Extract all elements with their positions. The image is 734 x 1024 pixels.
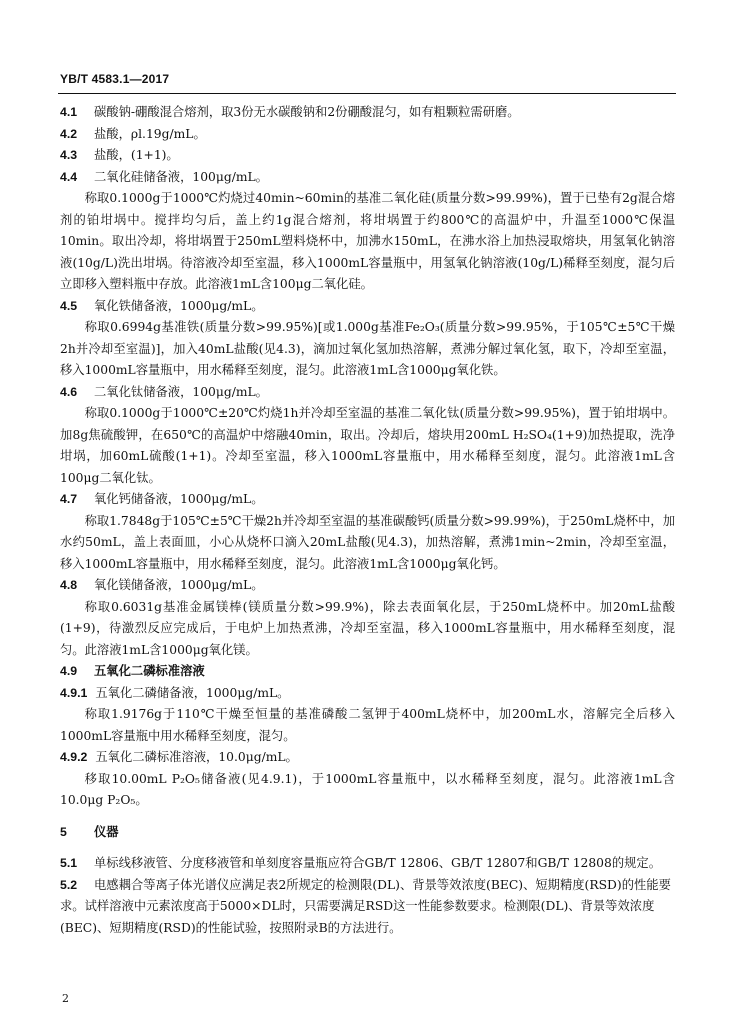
clause-text: 电感耦合等离子体光谱仪应满足表2所规定的检测限(DL)、背景等效浓度(BEC)、短期精度(RSD)的性能要求。试样溶液中元素浓度高于5000×DL时，只需要满足RSD这一性能参数要求。检测限(DL)、背景等效浓度(BEC)、短期精度(RSD)的性能试验，按照附录B的方法进行。 — [60, 877, 671, 935]
clause-heading — [60, 747, 675, 769]
document-body — [60, 102, 675, 939]
clause-heading — [60, 382, 675, 404]
clause-text: 五氧化二磷储备液，1000μg/mL。 — [95, 685, 290, 700]
clause-number: 4.9.2 — [60, 750, 88, 764]
clause-heading — [60, 875, 675, 940]
paragraph: 称取0.1000g于1000℃灼烧过40min~60min的基准二氧化硅(质量分数>99.99%)，置于已垫有2g混合熔剂的铂坩埚中。搅拌均匀后，盖上约1g混合熔剂，将坩埚置于约800℃的高温炉中，升温至1000℃保温10min。取出冷却，将坩埚置于250mL塑料烧杯中，加沸水150mL，在沸水浴上加热浸取熔块，用氢氧化钠溶液(10g/L)洗出坩埚。待溶液冷却至室温，移入1000mL容量瓶中，用氢氧化钠溶液(10g/L)稀释至刻度，混匀后立即移入塑料瓶中存放。此溶液1mL含100μg二氧化硅。 — [60, 191, 675, 291]
clause-number: 5.1 — [60, 856, 78, 870]
clause-number: 4.6 — [60, 384, 78, 399]
clause-heading — [60, 575, 675, 597]
clause-heading — [60, 145, 675, 167]
clause-number: 4.8 — [60, 578, 78, 592]
clause-text: 氧化钙储备液，1000μg/mL。 — [94, 492, 264, 506]
standard-number: YB/T 4583.1—2017 — [60, 72, 170, 86]
clause-heading — [60, 124, 675, 146]
header-rule — [58, 93, 676, 94]
clause-text: 二氧化硅储备液，100μg/mL。 — [94, 169, 268, 184]
clause-number: 5.2 — [60, 877, 78, 892]
clause-text: 盐酸，(1+1)。 — [94, 148, 179, 162]
paragraph: 称取0.1000g于1000℃±20℃灼烧1h并冷却至室温的基准二氧化钛(质量分数>99.95%)，置于铂坩埚中。加8g焦硫酸钾，在650℃的高温炉中熔融40min，取出。冷却后，熔块用200mL H₂SO₄(1+9)加热提取，洗净坩埚，加60mL硫酸(1+1)。冷却至室温，移入1000mL容量瓶中，用水稀释至刻度，混匀。此溶液1mL含100μg二氧化钛。 — [60, 406, 675, 485]
clause-heading — [60, 102, 675, 124]
clause-text: 碳酸钠-硼酸混合熔剂，取3份无水碳酸钠和2份硼酸混匀，如有粗颗粒需研磨。 — [94, 105, 520, 119]
clause-heading — [60, 296, 675, 318]
paragraph: 称取1.7848g于105℃±5℃干燥2h并冷却至室温的基准碳酸钙(质量分数>99.99%)，于250mL烧杯中，加水约50mL，盖上表面皿，小心从烧杯口滴入20mL盐酸(见4.3)，加热溶解，煮沸1min~2min，冷却至室温，移入1000mL容量瓶中，用水稀释至刻度，混匀。此溶液1mL含1000μg氧化钙。 — [60, 513, 675, 571]
clause-heading — [60, 822, 675, 844]
clause-text: 五氧化二磷标准溶液，10.0μg/mL。 — [95, 750, 298, 764]
clause-heading — [60, 683, 675, 705]
clause-number: 5 — [60, 824, 67, 839]
section-gap — [60, 843, 675, 853]
paragraph: 移取10.00mL P₂O₅储备液(见4.9.1)，于1000mL容量瓶中，以水稀释至刻度，混匀。此溶液1mL含10.0μg P₂O₅。 — [60, 771, 675, 807]
clause-text: 氧化铁储备液，1000μg/mL。 — [94, 298, 264, 313]
clause-text: 五氧化二磷标准溶液 — [94, 664, 205, 678]
clause-heading — [60, 489, 675, 511]
paragraph: 称取0.6994g基准铁(质量分数>99.95%)[或1.000g基准Fe₂O₃(质量分数>99.95%，于105℃±5℃干燥2h并冷却至室温)]，加入40mL盐酸(见4.3)，滴加过氧化氢加热溶解，煮沸分解过氧化氢，取下，冷却至室温，移入1000mL容量瓶中，用水稀释至刻度，混匀。此溶液1mL含1000μg氧化铁。 — [60, 320, 675, 377]
clause-number: 4.9.1 — [60, 685, 88, 700]
paragraph: 称取0.6031g基准金属镁棒(镁质量分数>99.9%)，除去表面氧化层，于250mL烧杯中。加20mL盐酸(1+9)，待激烈反应完成后，于电炉上加热煮沸，冷却至室温，移入1000mL容量瓶中，用水稀释至刻度，混匀。此溶液1mL含1000μg氧化镁。 — [60, 599, 675, 657]
section-gap — [60, 812, 675, 822]
clause-number: 4.7 — [60, 492, 78, 506]
clause-heading — [60, 661, 675, 683]
clause-number: 4.3 — [60, 148, 78, 162]
clause-text: 氧化镁储备液，1000μg/mL。 — [94, 578, 264, 592]
clause-text: 盐酸，ρl.19g/mL。 — [94, 126, 206, 141]
clause-text: 仪器 — [94, 824, 119, 839]
clause-heading — [60, 853, 675, 875]
clause-number: 4.5 — [60, 298, 78, 313]
clause-number: 4.4 — [60, 169, 78, 184]
clause-number: 4.2 — [60, 126, 78, 141]
clause-number: 4.1 — [60, 105, 78, 119]
paragraph: 称取1.9176g于110℃干燥至恒量的基准磷酸二氢钾于400mL烧杯中，加200mL水，溶解完全后移入1000mL容量瓶中用水稀释至刻度，混匀。 — [60, 707, 675, 743]
clause-text: 二氧化钛储备液，100μg/mL。 — [94, 384, 268, 399]
clause-heading — [60, 167, 675, 189]
page-number: 2 — [62, 992, 69, 1005]
clause-number: 4.9 — [60, 664, 78, 678]
clause-text: 单标线移液管、分度移液管和单刻度容量瓶应符合GB/T 12806、GB/T 12807和GB/T 12808的规定。 — [94, 856, 662, 870]
